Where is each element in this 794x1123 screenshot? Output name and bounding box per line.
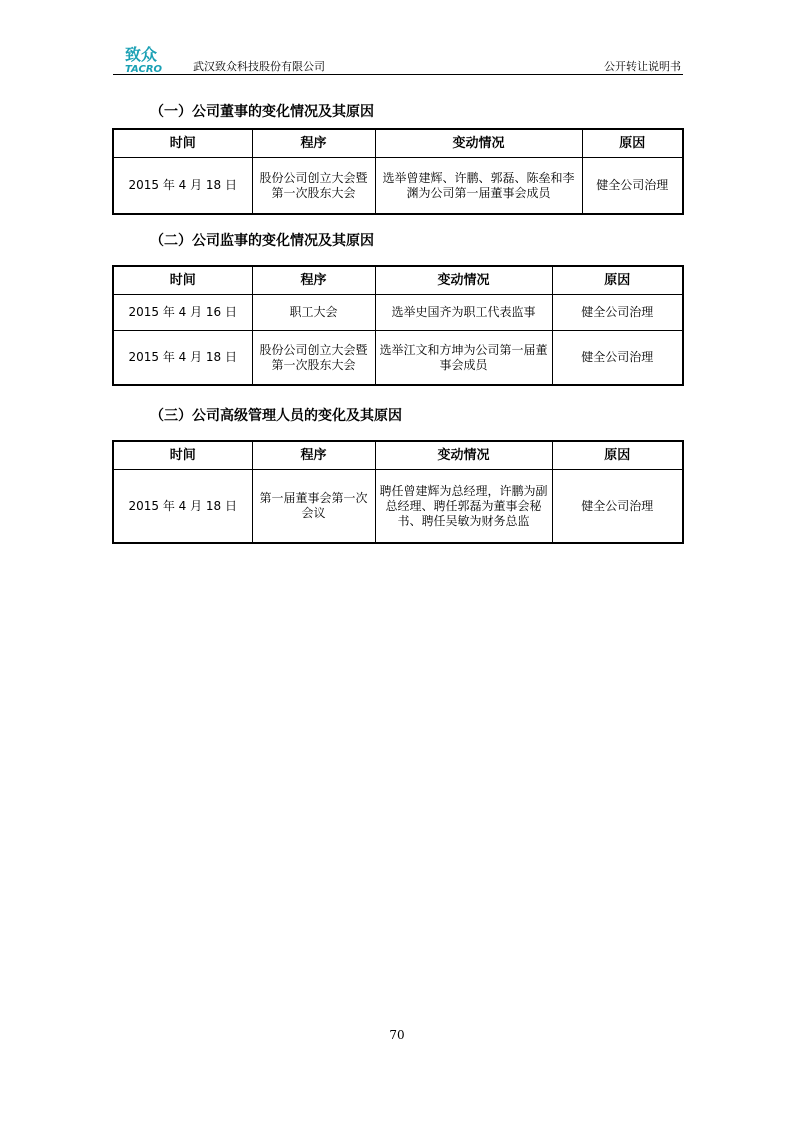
cell-time: 2015 年 4 月 16 日 (113, 295, 252, 331)
section-title-supervisors: （二）公司监事的变化情况及其原因 (150, 233, 374, 249)
page-header (113, 44, 683, 75)
section-title-directors: （一）公司董事的变化情况及其原因 (150, 104, 374, 120)
document-title: 公开转让说明书 (604, 60, 681, 73)
company-logo (123, 44, 187, 74)
table-header-row (113, 441, 683, 470)
column-header-procedure: 程序 (252, 441, 375, 470)
column-header-time: 时间 (113, 441, 252, 470)
column-header-reason: 原因 (582, 129, 683, 158)
cell-reason: 健全公司治理 (552, 295, 683, 331)
table-header-row (113, 266, 683, 295)
supervisors-change-table (112, 265, 684, 386)
table-row (113, 295, 683, 331)
executives-change-table (112, 440, 684, 544)
svg-text:致众: 致众 (125, 45, 158, 64)
cell-procedure: 股份公司创立大会暨第一次股东大会 (252, 331, 375, 386)
cell-procedure: 股份公司创立大会暨第一次股东大会 (252, 158, 375, 215)
column-header-procedure: 程序 (252, 266, 375, 295)
table-header-row (113, 129, 683, 158)
column-header-change: 变动情况 (375, 129, 582, 158)
column-header-time: 时间 (113, 266, 252, 295)
cell-change: 聘任曾建辉为总经理，许鹏为副总经理、聘任郭磊为董事会秘书、聘任吴敏为财务总监 (375, 470, 552, 544)
column-header-reason: 原因 (552, 441, 683, 470)
column-header-change: 变动情况 (375, 441, 552, 470)
cell-reason: 健全公司治理 (552, 331, 683, 386)
cell-time: 2015 年 4 月 18 日 (113, 158, 252, 215)
column-header-change: 变动情况 (375, 266, 552, 295)
page-number: 70 (389, 1028, 405, 1042)
column-header-reason: 原因 (552, 266, 683, 295)
cell-reason: 健全公司治理 (582, 158, 683, 215)
section-title-executives: （三）公司高级管理人员的变化及其原因 (150, 408, 402, 424)
cell-change: 选举曾建辉、许鹏、郭磊、陈垒和李渊为公司第一届董事会成员 (375, 158, 582, 215)
cell-time: 2015 年 4 月 18 日 (113, 331, 252, 386)
column-header-procedure: 程序 (252, 129, 375, 158)
cell-procedure: 职工大会 (252, 295, 375, 331)
directors-change-table (112, 128, 684, 215)
table-row (113, 331, 683, 386)
column-header-time: 时间 (113, 129, 252, 158)
cell-change: 选举史国齐为职工代表监事 (375, 295, 552, 331)
table-row (113, 158, 683, 215)
cell-change: 选举江文和方坤为公司第一届董事会成员 (375, 331, 552, 386)
svg-text:TACRO: TACRO (125, 64, 163, 74)
cell-procedure: 第一届董事会第一次会议 (252, 470, 375, 544)
cell-time: 2015 年 4 月 18 日 (113, 470, 252, 544)
cell-reason: 健全公司治理 (552, 470, 683, 544)
company-name: 武汉致众科技股份有限公司 (193, 60, 325, 73)
table-row (113, 470, 683, 544)
